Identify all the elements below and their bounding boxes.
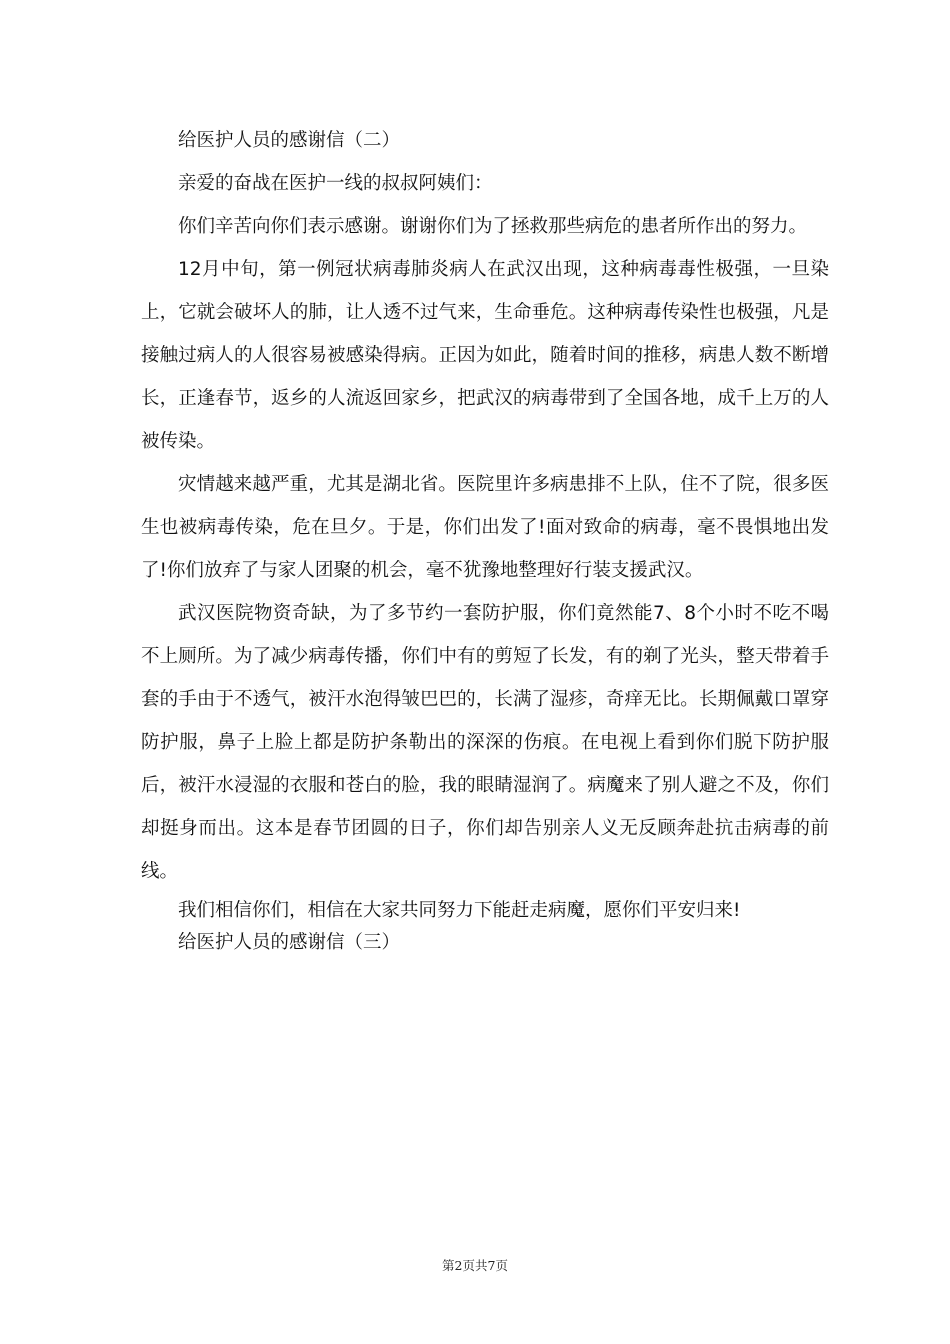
letter-body [141, 119, 829, 961]
paragraph-outbreak: 12月中旬，第一例冠状病毒肺炎病人在武汉出现，这种病毒毒性极强，一旦染上，它就会破坏人的肺，让人透不过气来，生命垂危。这种病毒传染性也极强，凡是接触过病人的人很容易被感染得病。正因为如此，随着时间的推移，病患人数不断增长，正逢春节，返乡的人流返回家乡，把武汉的病毒带到了全国各地，成千上万的人被传染。 [141, 259, 829, 452]
paragraph-sacrifice: 武汉医院物资奇缺，为了多节约一套防护服，你们竟然能7、8个小时不吃不喝不上厕所。为了减少病毒传播，你们中有的剪短了长发，有的剃了光头，整天带着手套的手由于不透气，被汗水泡得皱巴巴的，长满了湿疹，奇痒无比。长期佩戴口罩穿防护服，鼻子上脸上都是防护条勒出的深深的伤痕。在电视上看到你们脱下防护服后，被汗水浸湿的衣服和苍白的脸，我的眼睛湿润了。病魔来了别人避之不及，你们却挺身而出。这本是春节团圆的日子，你们却告别亲人义无反顾奔赴抗击病毒的前线。 [141, 603, 829, 882]
paragraph-hubei: 灾情越来越严重，尤其是湖北省。医院里许多病患排不上队，住不了院，很多医生也被病毒传染，危在旦夕。于是，你们出发了!面对致命的病毒，毫不畏惧地出发了!你们放弃了与家人团聚的机会，毫不犹豫地整理好行装支援武汉。 [141, 474, 829, 581]
paragraph-thanks: 你们辛苦向你们表示感谢。谢谢你们为了拯救那些病危的患者所作出的努力。 [178, 216, 808, 237]
letter-heading-2: 给医护人员的感谢信（二） [178, 130, 401, 151]
letter-heading-3: 给医护人员的感谢信（三） [178, 932, 401, 953]
page-number-footer: 第2页共7页 [442, 1258, 508, 1273]
closing-line: 我们相信你们，相信在大家共同努力下能赶走病魔，愿你们平安归来! [178, 900, 741, 921]
salutation: 亲爱的奋战在医护一线的叔叔阿姨们： [178, 173, 493, 194]
